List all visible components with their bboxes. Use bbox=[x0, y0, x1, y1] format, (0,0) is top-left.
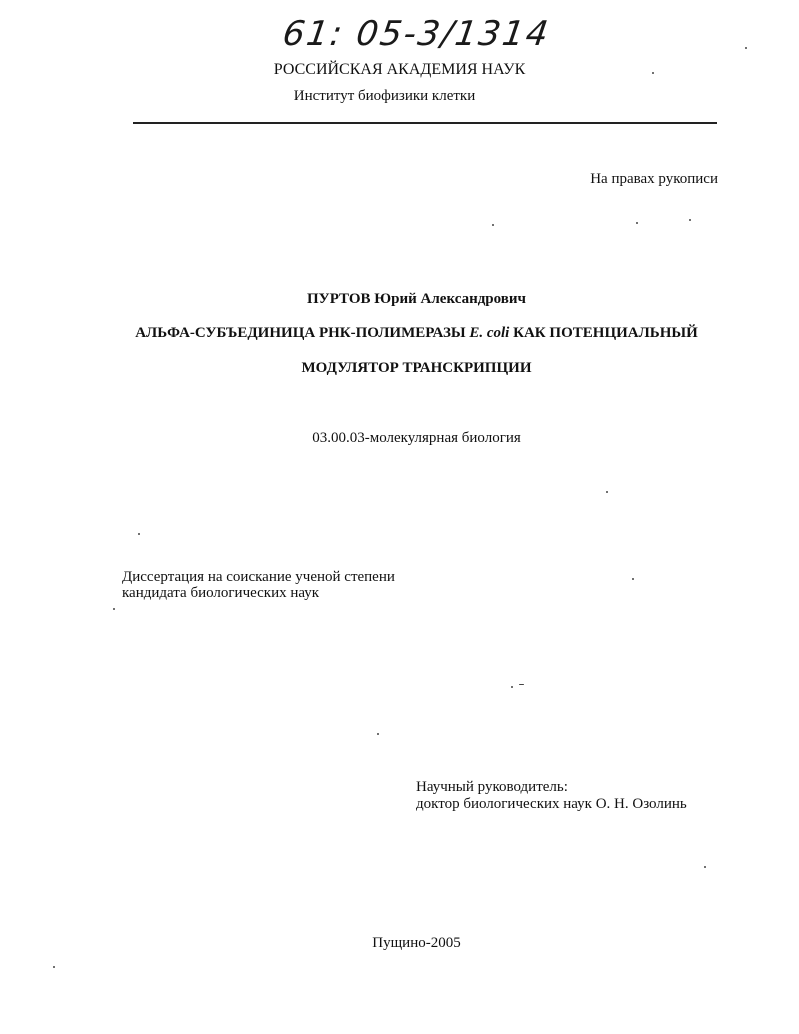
supervisor-name: доктор биологических наук О. Н. Озолинь bbox=[416, 796, 687, 812]
header-divider bbox=[133, 122, 717, 124]
supervisor-label: Научный руководитель: bbox=[416, 779, 568, 795]
manuscript-rights-note: На правах рукописи bbox=[590, 171, 718, 187]
dissertation-degree-line-2: кандидата биологических наук bbox=[122, 585, 320, 601]
title-organism: E. coli bbox=[469, 325, 510, 341]
author-line bbox=[17, 291, 799, 308]
specialty-code: 03.00.03-молекулярная биология bbox=[312, 430, 521, 446]
dissertation-title-line-2: МОДУЛЯТОР ТРАНСКРИПЦИИ bbox=[301, 360, 532, 376]
handwritten-archive-number: 61: 05-3/1314 bbox=[280, 14, 553, 54]
dissertation-degree-line-1: Диссертация на соискание ученой степени bbox=[122, 569, 395, 585]
institute-name: Институт биофизики клетки bbox=[293, 88, 476, 104]
title-part-1: АЛЬФА-СУБЪЕДИНИЦА РНК-ПОЛИМЕРАЗЫ bbox=[135, 325, 466, 341]
academy-name: РОССИЙСКАЯ АКАДЕМИЯ НАУК bbox=[273, 61, 526, 78]
dissertation-title-line-1 bbox=[17, 325, 799, 342]
title-part-2: КАК ПОТЕНЦИАЛЬНЫЙ bbox=[513, 325, 698, 341]
author-surname: ПУРТОВ bbox=[307, 291, 371, 307]
place-and-year: Пущино-2005 bbox=[372, 935, 461, 951]
author-given-name: Юрий Александрович bbox=[374, 291, 526, 307]
